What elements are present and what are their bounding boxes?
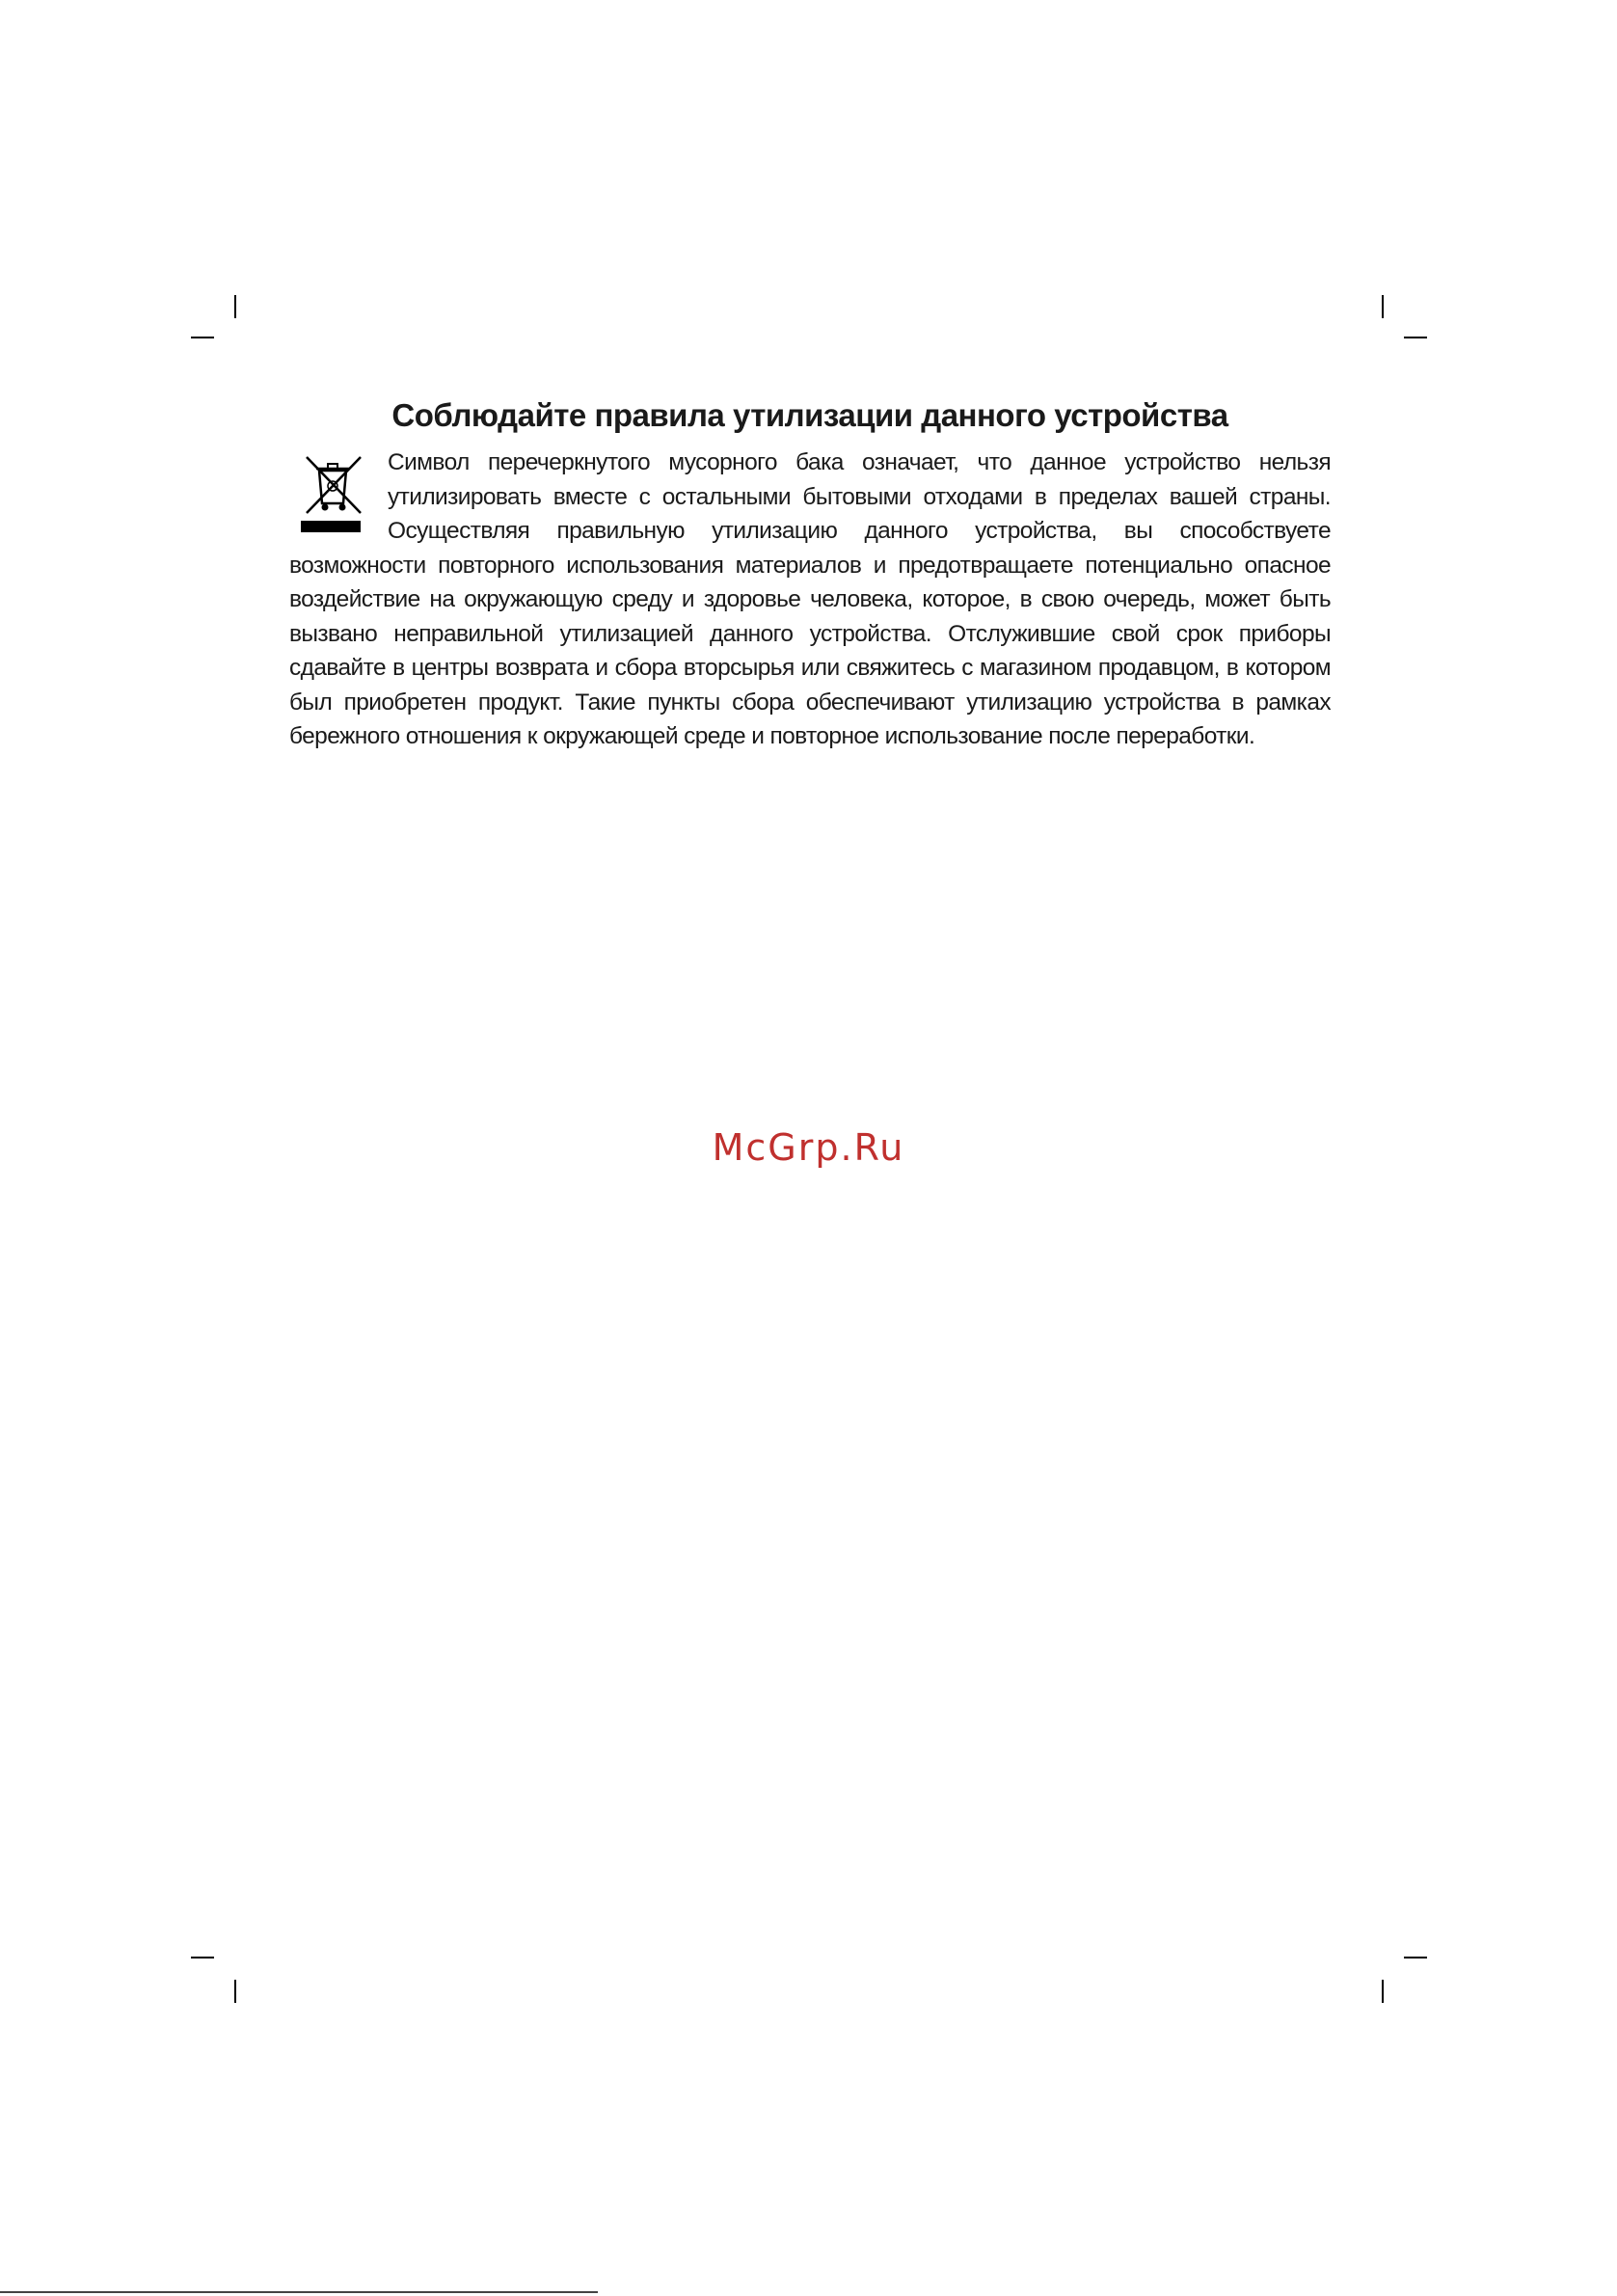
disposal-section (289, 397, 1331, 754)
crossed-out-wheelie-bin-icon (301, 447, 368, 534)
section-title: Соблюдайте правила утилизации данного устройства (391, 397, 1228, 433)
watermark-text: McGrp.Ru (712, 1126, 905, 1169)
disposal-paragraph: Символ перечеркнутого мусорного бака означает, что данное устройство нельзя утилизировать вместе с остальными бытовыми отходами в пределах вашей страны. Осуществляя правильную утилизацию данного устройства, вы способствуете возможности повторного использования материалов и предотвращаете потенциально опасное воздействие на окружающую среду и здоровье человека, которое, в свою очередь, может быть вызвано неправильной утилизацией данного устройства. Отслужившие свой срок приборы сдавайте в центры возврата и сбора вторсырья или свяжитесь с магазином продавцом, в котором был приобретен продукт. Такие пункты сбора обеспечивают утилизацию устройства в рамках бережного отношения к окружающей среде и повторное использование после переработки. (289, 449, 1331, 749)
crop-mark-bottom-right-vertical (1382, 1980, 1384, 2003)
footer-rule (0, 2291, 598, 2293)
crop-mark-bottom-left-vertical (234, 1980, 236, 2003)
crop-mark-top-left-horizontal (191, 337, 214, 338)
crop-mark-bottom-right-horizontal (1404, 1957, 1427, 1958)
crop-mark-bottom-left-horizontal (191, 1957, 214, 1958)
crop-mark-top-right-horizontal (1404, 337, 1427, 338)
crop-mark-top-left-vertical (234, 295, 236, 318)
crop-mark-top-right-vertical (1382, 295, 1384, 318)
